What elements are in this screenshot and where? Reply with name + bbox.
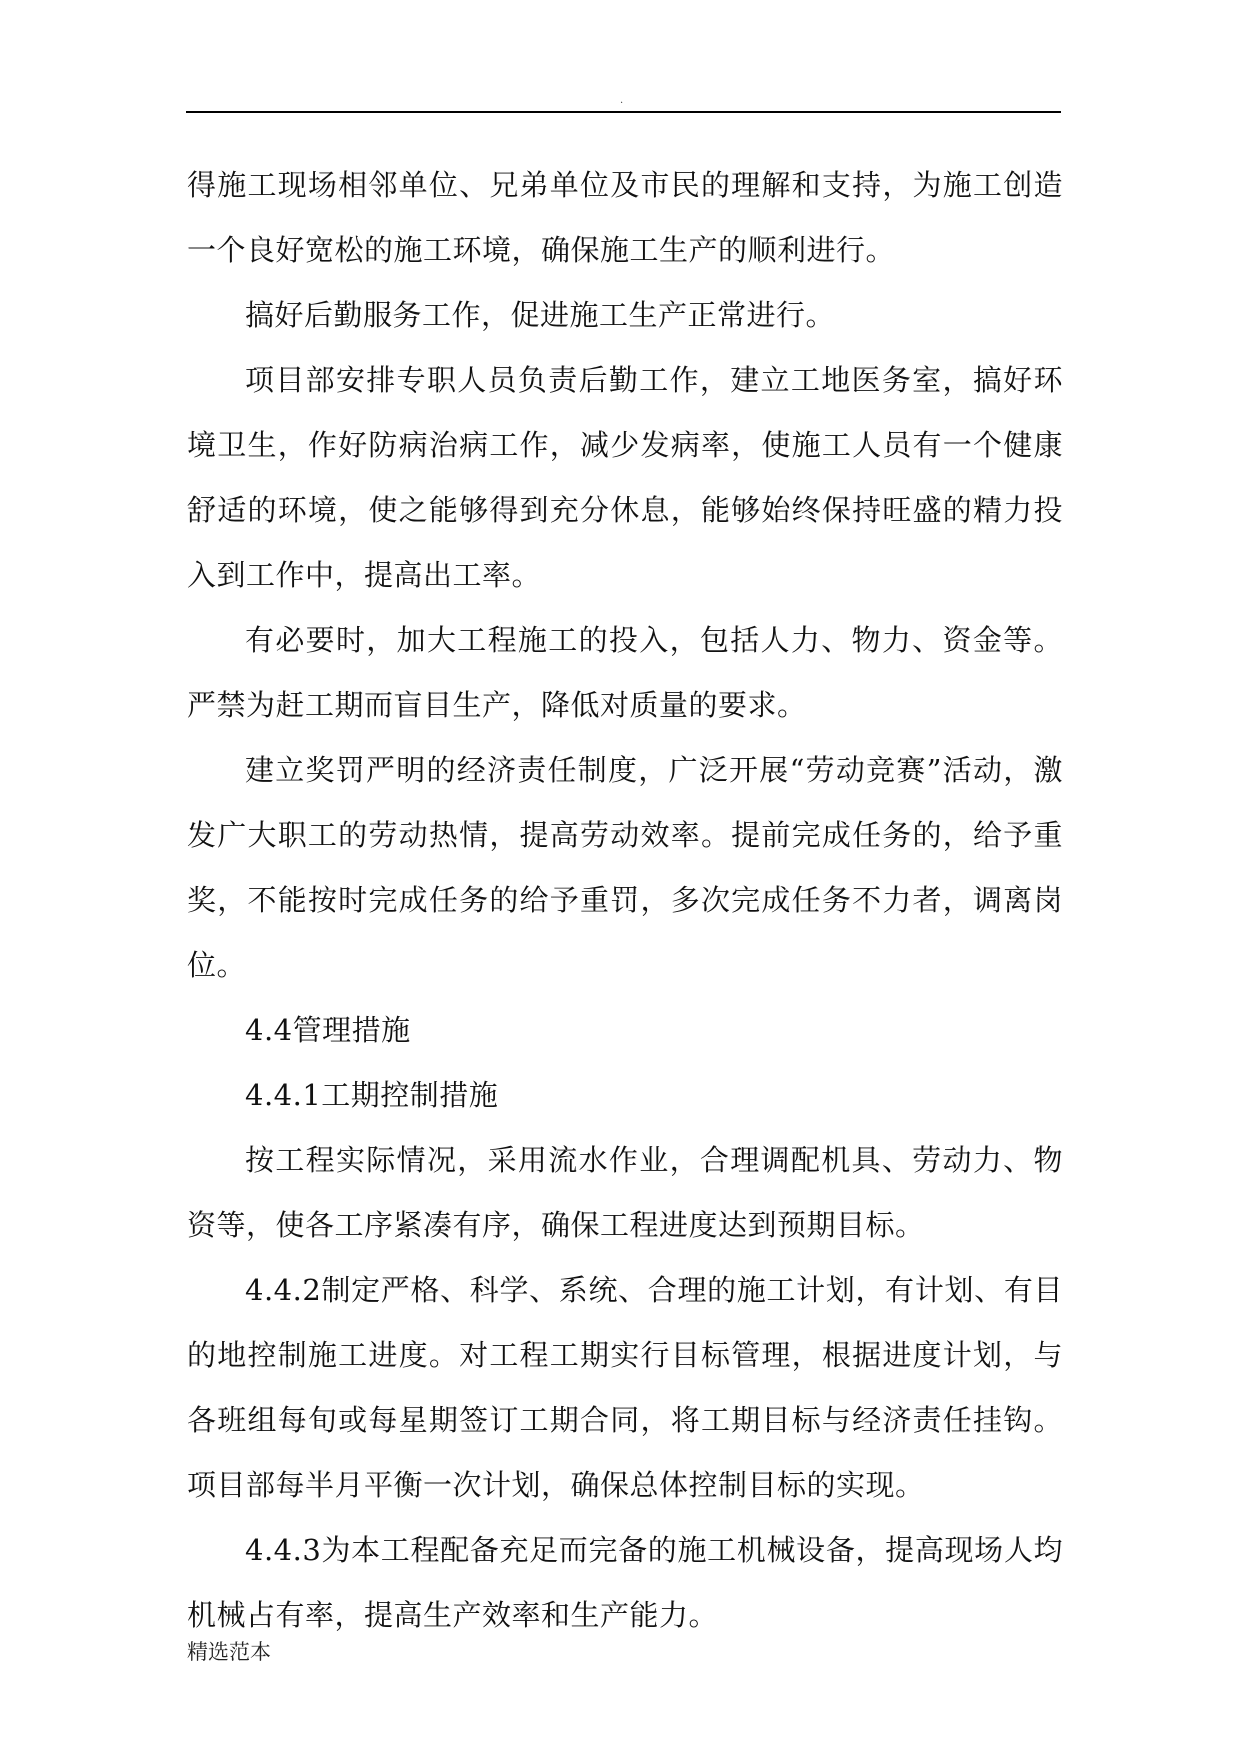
header-mark: . [620,95,624,106]
paragraph-incentives: 建立奖罚严明的经济责任制度，广泛开展“劳动竞赛”活动，激发广大职工的劳动热情，提高劳动效率。提前完成任务的，给予重奖，不能按时完成任务的给予重罚，多次完成任务不力者，调离岗位。 [187,753,1063,982]
paragraph-4-4-3: 4.4.3为本工程配备充足而完备的施工机械设备，提高现场人均机械占有率，提高生产效率和生产能力。 [187,1533,1063,1632]
header-rule [186,111,1061,113]
paragraph-logistics-heading: 搞好后勤服务工作，促进施工生产正常进行。 [245,298,836,332]
paragraph-logistics-detail: 项目部安排专职人员负责后勤工作，建立工地医务室，搞好环境卫生，作好防病治病工作，减少发病率，使施工人员有一个健康舒适的环境，使之能够得到充分休息，能够始终保持旺盛的精力投入到工作中，提高出工率。 [187,363,1063,592]
footer-label: 精选范本 [187,1640,271,1664]
section-heading-4-4-1: 4.4.1工期控制措施 [245,1078,499,1112]
section-heading-4-4: 4.4管理措施 [245,1013,411,1047]
paragraph-flow-operation: 按工程实际情况，采用流水作业，合理调配机具、劳动力、物资等，使各工序紧凑有序，确保工程进度达到预期目标。 [187,1143,1063,1242]
document-body [187,153,1063,1648]
paragraph-continuation: 得施工现场相邻单位、兄弟单位及市民的理解和支持，为施工创造一个良好宽松的施工环境，确保施工生产的顺利进行。 [187,168,1063,267]
paragraph-investment: 有必要时，加大工程施工的投入，包括人力、物力、资金等。严禁为赶工期而盲目生产，降低对质量的要求。 [187,623,1063,722]
paragraph-4-4-2: 4.4.2制定严格、科学、系统、合理的施工计划，有计划、有目的地控制施工进度。对工程工期实行目标管理，根据进度计划，与各班组每旬或每星期签订工期合同，将工期目标与经济责任挂钩。项目部每半月平衡一次计划，确保总体控制目标的实现。 [187,1273,1063,1502]
